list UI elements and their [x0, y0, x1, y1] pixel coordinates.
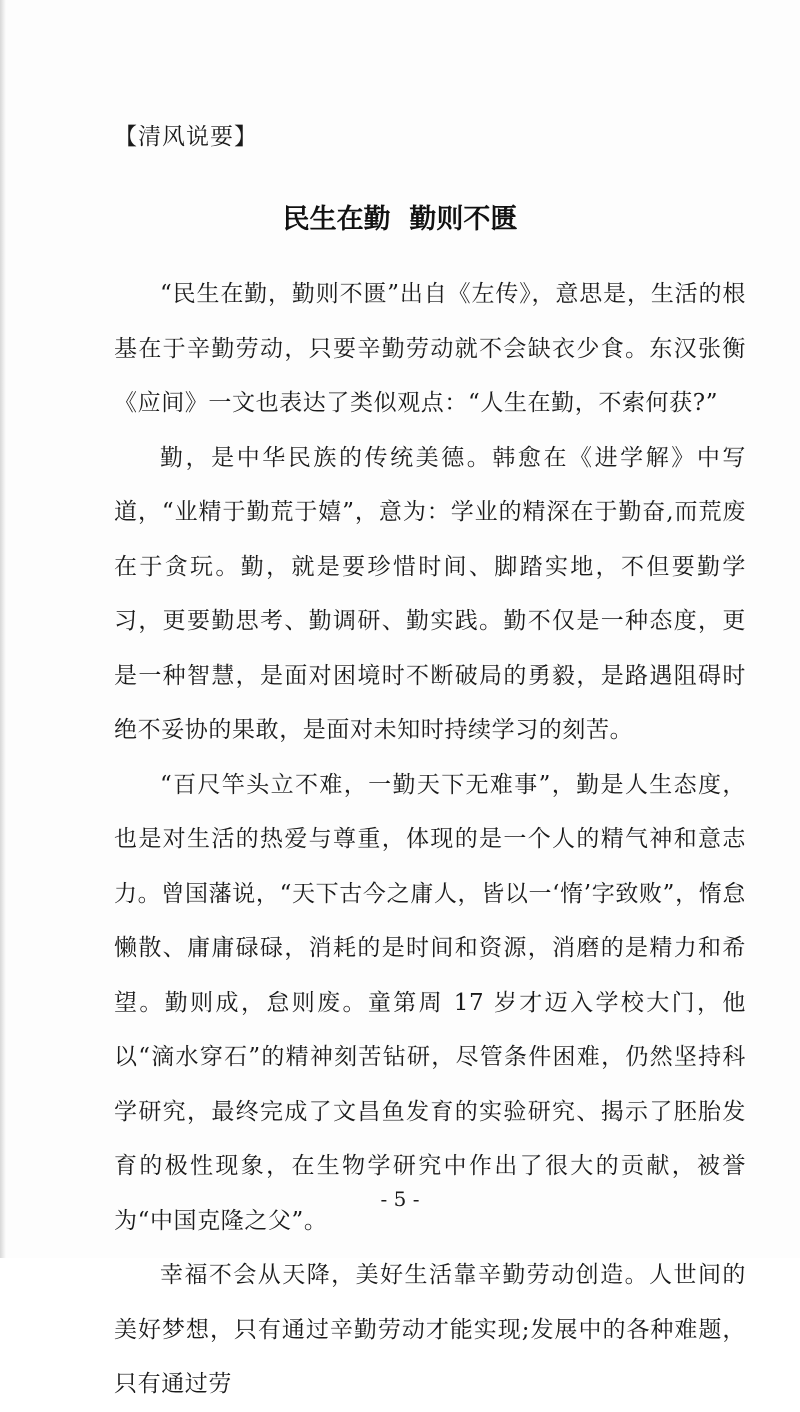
- paragraph: “民生在勤，勤则不匮”出自《左传》，意思是，生活的根基在于辛勤劳动，只要辛勤劳动就不会缺衣少食。东汉张衡《应间》一文也表达了类似观点：“人生在勤，不索何获?”: [114, 281, 746, 416]
- paragraph: 勤，是中华民族的传统美德。韩愈在《进学解》中写道，“业精于勤荒于嬉”，意为：学业的精深在于勤奋,而荒废在于贪玩。勤，就是要珍惜时间、脚踏实地，不但要勤学习，更要勤思考、勤调研、勤实践。勤不仅是一种态度，更是一种智慧，是面对困境时不断破局的勇毅，是路遇阻碍时绝不妥协的果敢，是面对未知时持续学习的刻苦。: [114, 444, 746, 743]
- paragraph: “百尺竿头立不难，一勤天下无难事”，勤是人生态度，也是对生活的热爱与尊重，体现的是一个人的精气神和意志力。曾国藩说，“天下古今之庸人，皆以一‘惰’字致败”，惰怠懒散、庸庸碌碌，消耗的是时间和资源，消磨的是精力和希望。勤则成，怠则废。童第周 17 岁才迈入学校大门，他以“滴水穿石”的精神刻苦钻研，尽管条件困难，仍然坚持科学研究，最终完成了文昌鱼发育的实验研究、揭示了胚胎发育的极性现象，在生物学研究中作出了很大的贡献，被誉为“中国克隆之父”。: [114, 771, 746, 1234]
- section-tag: 【清风说要】: [114, 124, 258, 150]
- article-body: [114, 267, 746, 1412]
- page-number: - 5 -: [380, 1187, 420, 1211]
- page-edge-shadow: [0, 0, 6, 1258]
- article-title: 民生在勤 勤则不匮: [282, 204, 518, 235]
- paragraph: 幸福不会从天降，美好生活靠辛勤劳动创造。人世间的美好梦想，只有通过辛勤劳动才能实现;发展中的各种难题，只有通过劳: [114, 1262, 746, 1397]
